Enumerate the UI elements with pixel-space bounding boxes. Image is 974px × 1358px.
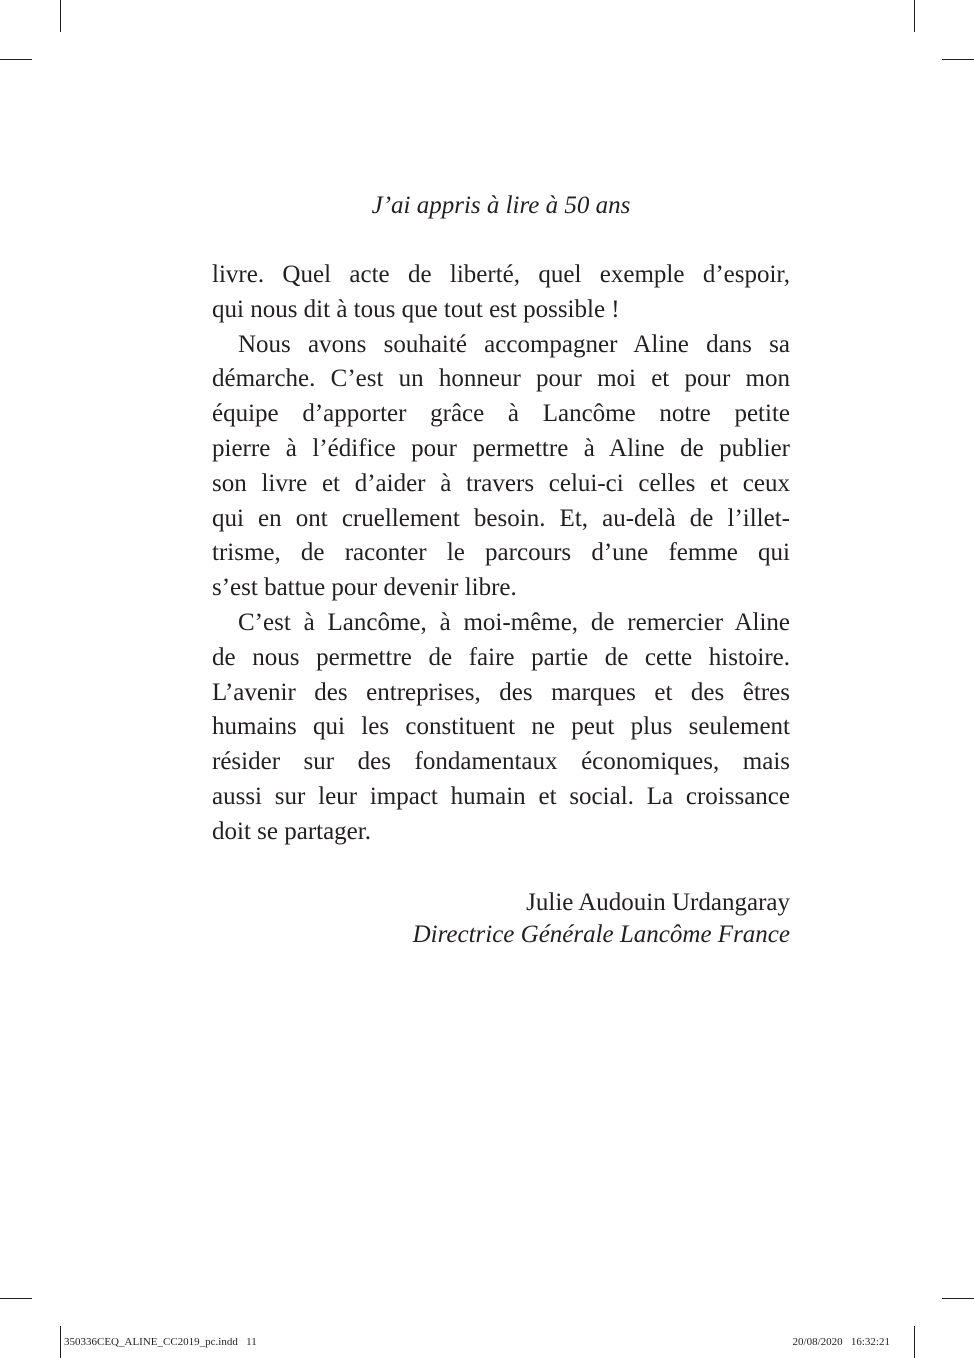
crop-mark-bottom-right-horizontal [942, 1298, 974, 1299]
running-head: J’ai appris à lire à 50 ans [371, 192, 631, 219]
crop-mark-top-left-horizontal [0, 59, 32, 60]
body-text [212, 258, 790, 850]
crop-mark-bottom-left-vertical [60, 1326, 61, 1358]
text-line: équipe d’apporter grâce à Lancôme notre petite [212, 400, 790, 428]
paragraph [212, 606, 790, 850]
text-line: s’est battue pour devenir libre. [212, 574, 517, 602]
signature-name: Julie Audouin Urdangaray [526, 889, 790, 916]
text-line: résider sur des fondamentaux économiques, mais [212, 748, 790, 776]
slug-timestamp: 20/08/2020 16:32:21 [792, 1336, 890, 1348]
text-line: L’avenir des entreprises, des marques et des êtres [212, 678, 790, 706]
text-line: C’est à Lancôme, à moi-même, de remercier Aline [238, 608, 790, 636]
text-line: trisme, de raconter le parcours d’une femme qui [212, 539, 790, 567]
slug-file-info: 350336CEQ_ALINE_CC2019_pc.indd 11 [64, 1336, 257, 1348]
crop-mark-top-left-vertical [60, 0, 61, 32]
crop-mark-top-right-vertical [914, 0, 915, 32]
crop-mark-top-right-horizontal [942, 59, 974, 60]
text-line: qui nous dit à tous que tout est possible ! [212, 295, 620, 323]
text-line: qui en ont cruellement besoin. Et, au-delà de l’illet- [212, 504, 790, 532]
crop-mark-bottom-left-horizontal [0, 1298, 32, 1299]
signature-role: Directrice Générale Lancôme France [412, 921, 790, 948]
text-line: de nous permettre de faire partie de cette histoire. [212, 643, 790, 671]
crop-mark-bottom-right-vertical [914, 1326, 915, 1358]
text-line: pierre à l’édifice pour permettre à Aline de publier [212, 434, 790, 462]
text-line: aussi sur leur impact humain et social. La croissance [212, 782, 790, 810]
paragraph [212, 258, 790, 328]
text-line: démarche. C’est un honneur pour moi et pour mon [212, 365, 790, 393]
text-line: doit se partager. [212, 817, 371, 845]
text-line: Nous avons souhaité accompagner Aline dans sa [238, 330, 790, 358]
paragraph [212, 328, 790, 606]
text-line: humains qui les constituent ne peut plus seulement [212, 713, 790, 741]
signature-block [212, 887, 790, 951]
text-line: son livre et d’aider à travers celui-ci celles et ceux [212, 469, 790, 497]
text-line: livre. Quel acte de liberté, quel exemple d’espoir, [212, 261, 790, 288]
